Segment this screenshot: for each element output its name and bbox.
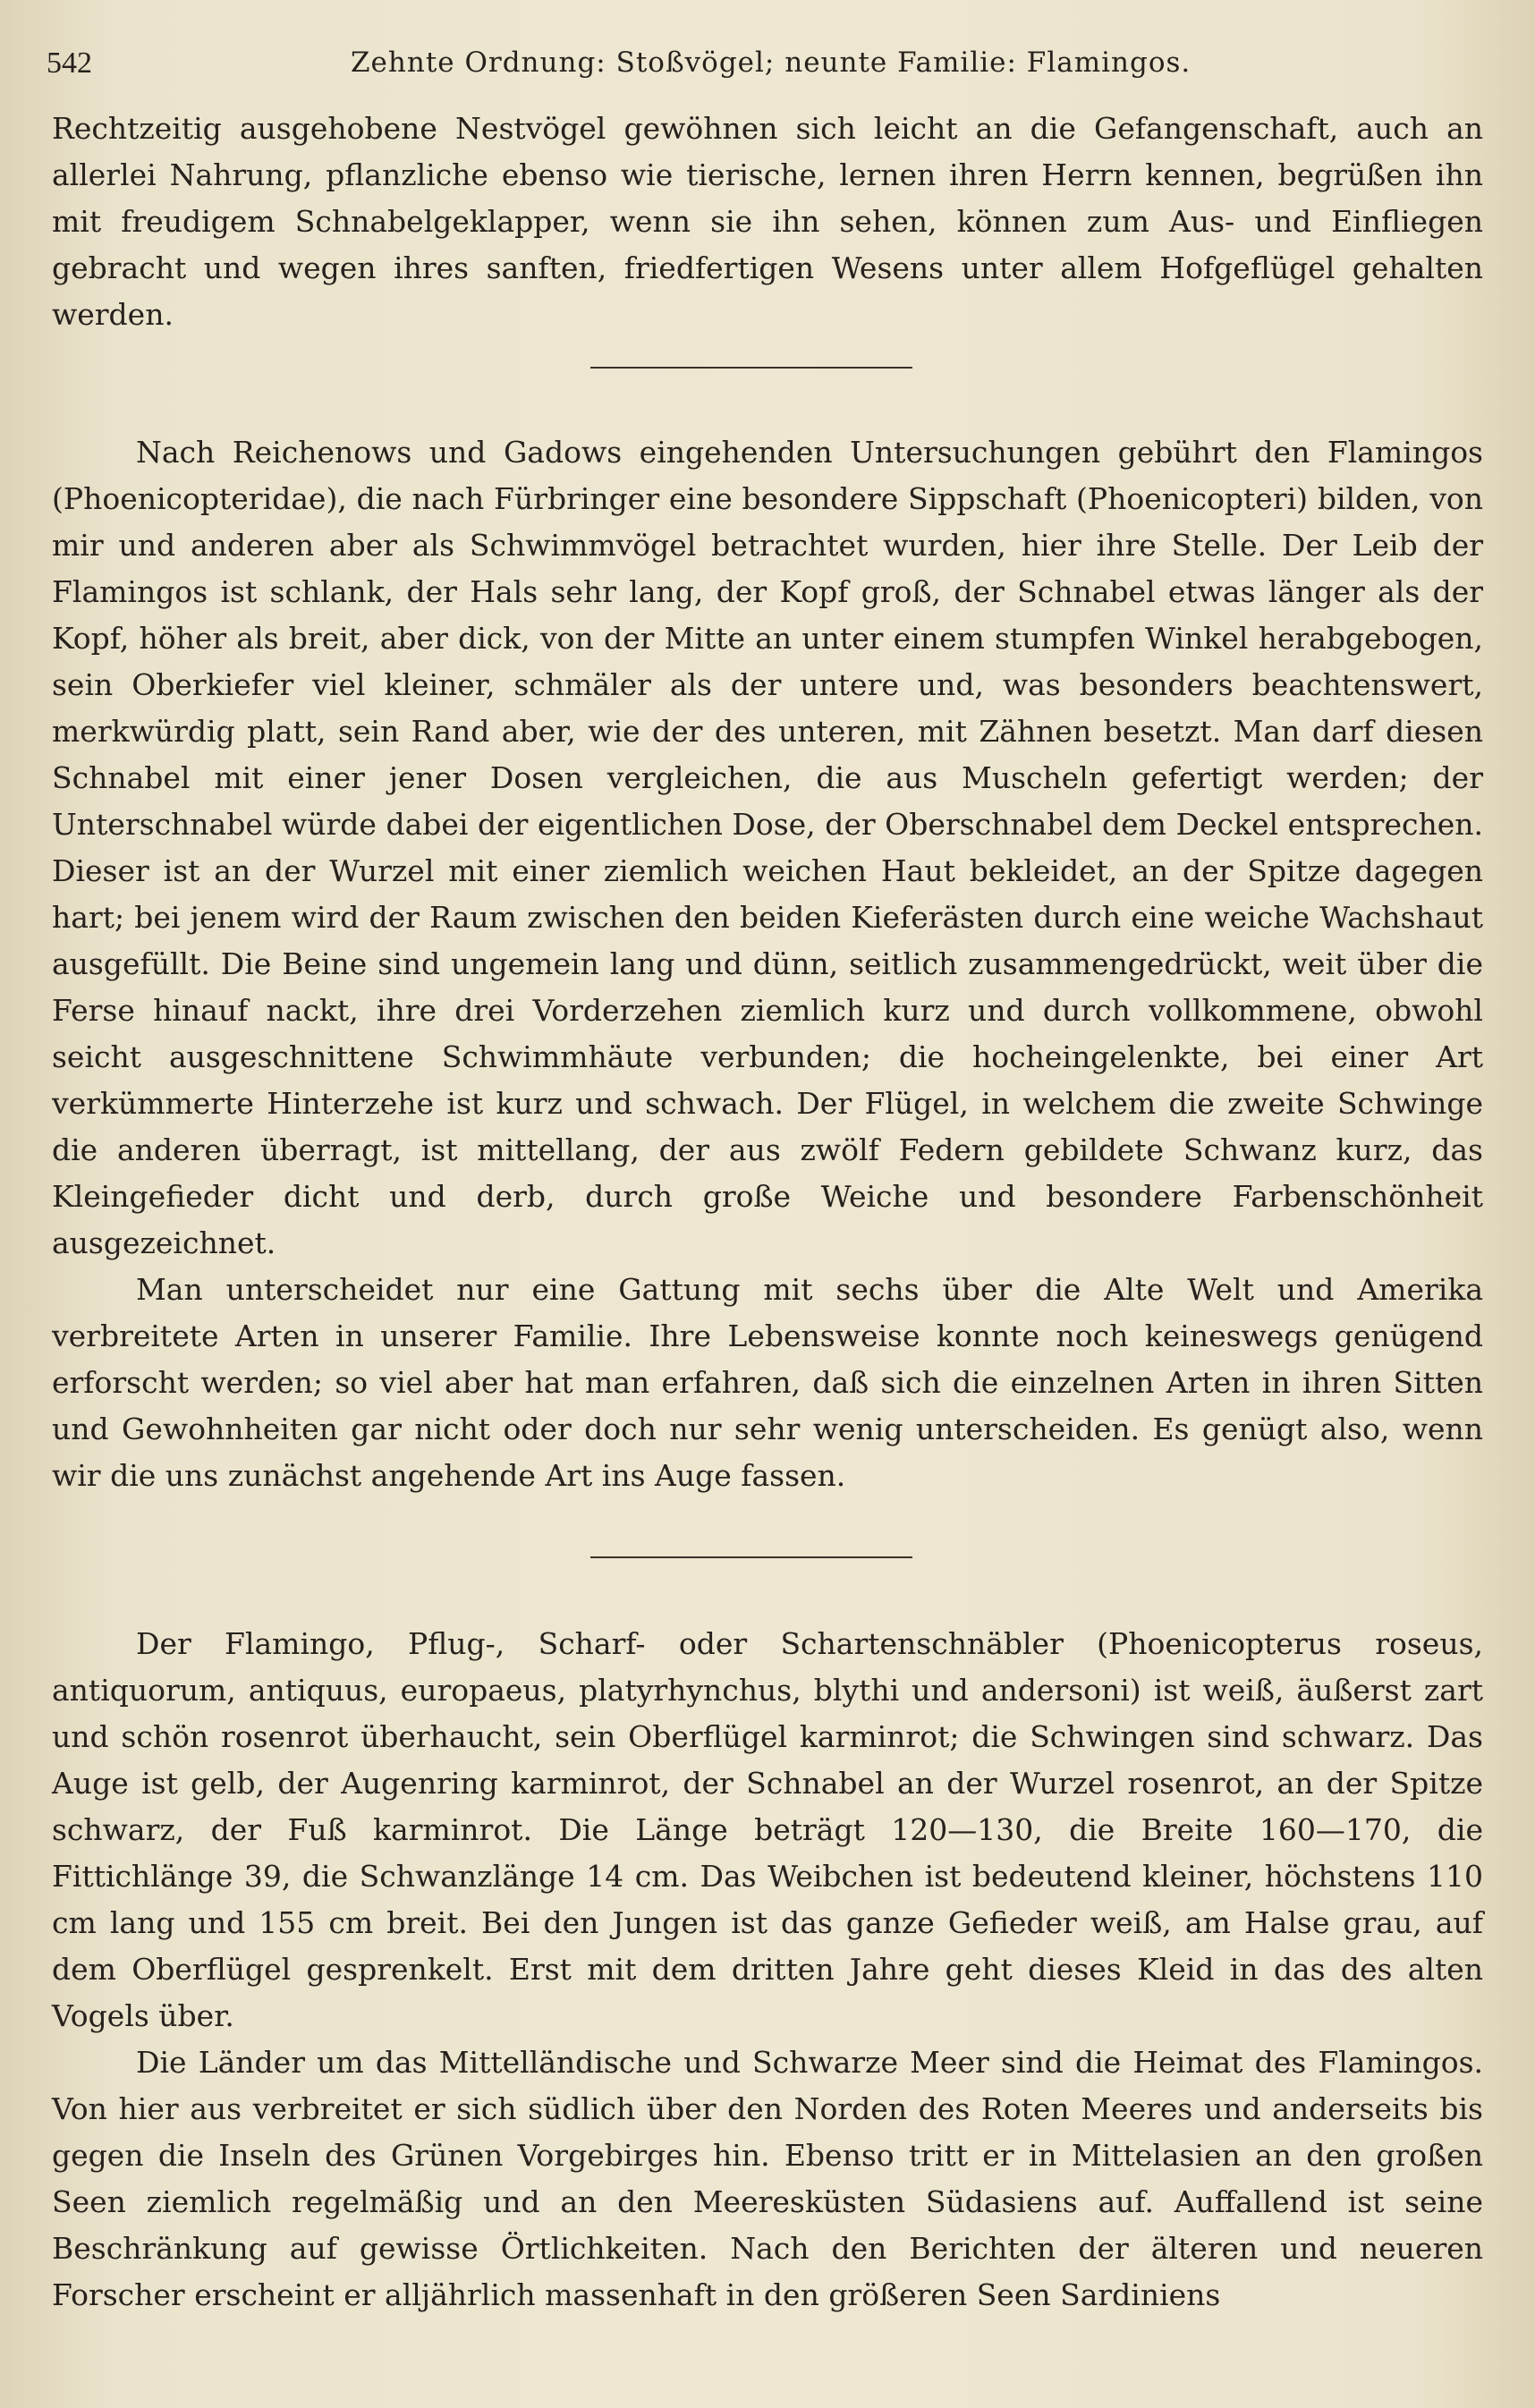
paragraph: Nach Reichenows und Gadows eingehenden Untersuchungen gebührt den Flamingos (Phoenicopteridae), die nach Fürbringer eine besondere Sippschaft (Phoenicopteri) bilden, von mir und anderen aber als Schwimmvögel betrachtet wurden, hier ihre Stelle. Der Leib der Flamingos ist schlank, der Hals sehr lang, der Kopf groß, der Schnabel etwas länger als der Kopf, höher als breit, aber dick, von der Mitte an unter einem stumpfen Winkel herabgebogen, sein Oberkiefer viel kleiner, schmäler als der untere und, was besonders beachtenswert, merkwürdig platt, sein Rand aber, wie der des unteren, mit Zähnen besetzt. Man darf diesen Schnabel mit einer jener Dosen vergleichen, die aus Muscheln gefertigt werden; der Unterschnabel würde dabei der eigentlichen Dose, der Oberschnabel dem Deckel entsprechen. Dieser ist an der Wurzel mit einer ziemlich weichen Haut bekleidet, an der Spitze dagegen hart; bei jenem wird der Raum zwischen den beiden Kieferästen durch eine weiche Wachshaut ausgefüllt. Die Beine sind ungemein lang und dünn, seitlich zusammengedrückt, weit über die Ferse hinauf nackt, ihre drei Vorderzehen ziemlich kurz und durch vollkommene, obwohl seicht ausgeschnittene Schwimmhäute verbunden; die hocheingelenkte, bei einer Art verkümmerte Hinterzehe ist kurz und schwach. Der Flügel, in welchem die zweite Schwinge die anderen überragt, ist mittellang, der aus zwölf Federn gebildete Schwanz kurz, das Kleingefieder dicht und derb, durch große Weiche und besondere Farbenschönheit ausgezeichnet. [52, 435, 1483, 1260]
paragraph: Rechtzeitig ausgehobene Nestvögel gewöhnen sich leicht an die Gefangenschaft, auch an allerlei Nahrung, pflanzliche ebenso wie tierische, lernen ihren Herrn kennen, begrüßen ihn mit freudigem Schnabelgeklapper, wenn sie ihn sehen, können zum Aus- und Einfliegen gebracht und wegen ihres sanften, friedfertigen Wesens unter allem Hofgeflügel gehalten werden. [52, 111, 1483, 332]
paragraph: Die Länder um das Mittelländische und Schwarze Meer sind die Heimat des Flamingos. Von hier aus verbreitet er sich südlich über den Norden des Roten Meeres und anderseits bis gegen die Inseln des Grünen Vorgebirges hin. Ebenso tritt er in Mittelasien an den großen Seen ziemlich regelmäßig und an den Meeresküsten Südasiens auf. Auffallend ist seine Beschränkung auf gewisse Örtlichkeiten. Nach den Berichten der älteren und neueren Forscher erscheint er alljährlich massenhaft in den größeren Seen Sardiniens [52, 2045, 1483, 2312]
running-head-title: Zehnte Ordnung: Stoßvögel; neunte Familie: Flamingos. [351, 47, 1192, 79]
text-block-nestlings [52, 106, 1483, 338]
text-block-family [52, 429, 1483, 1499]
section-divider [590, 1556, 912, 1558]
running-head [47, 47, 1487, 93]
section-divider [590, 367, 912, 369]
text-block-flamingo-species [52, 1621, 1483, 2319]
paragraph: Der Flamingo, Pflug-, Scharf- oder Schartenschnäbler (Phoenicopterus roseus, antiquorum, antiquus, europaeus, platyrhynchus, blythi und andersoni) ist weiß, äußerst zart und schön rosenrot überhaucht, sein Oberflügel karminrot; die Schwingen sind schwarz. Das Auge ist gelb, der Augenring karminrot, der Schnabel an der Wurzel rosenrot, an der Spitze schwarz, der Fuß karminrot. Die Länge beträgt 120—130, die Breite 160—170, die Fittichlänge 39, die Schwanzlänge 14 cm. Das Weibchen ist bedeutend kleiner, höchstens 110 cm lang und 155 cm breit. Bei den Jungen ist das ganze Gefieder weiß, am Halse grau, auf dem Oberflügel gesprenkelt. Erst mit dem dritten Jahre geht dieses Kleid in das des alten Vogels über. [52, 1626, 1483, 2033]
paragraph: Man unterscheidet nur eine Gattung mit sechs über die Alte Welt und Amerika verbreitete Arten in unserer Familie. Ihre Lebensweise konnte noch keineswegs genügend erforscht werden; so viel aber hat man erfahren, daß sich die einzelnen Arten in ihren Sitten und Gewohnheiten gar nicht oder doch nur sehr wenig unterscheiden. Es genügt also, wenn wir die uns zunächst angehende Art ins Auge fassen. [52, 1272, 1483, 1493]
page-number: 542 [47, 47, 92, 80]
